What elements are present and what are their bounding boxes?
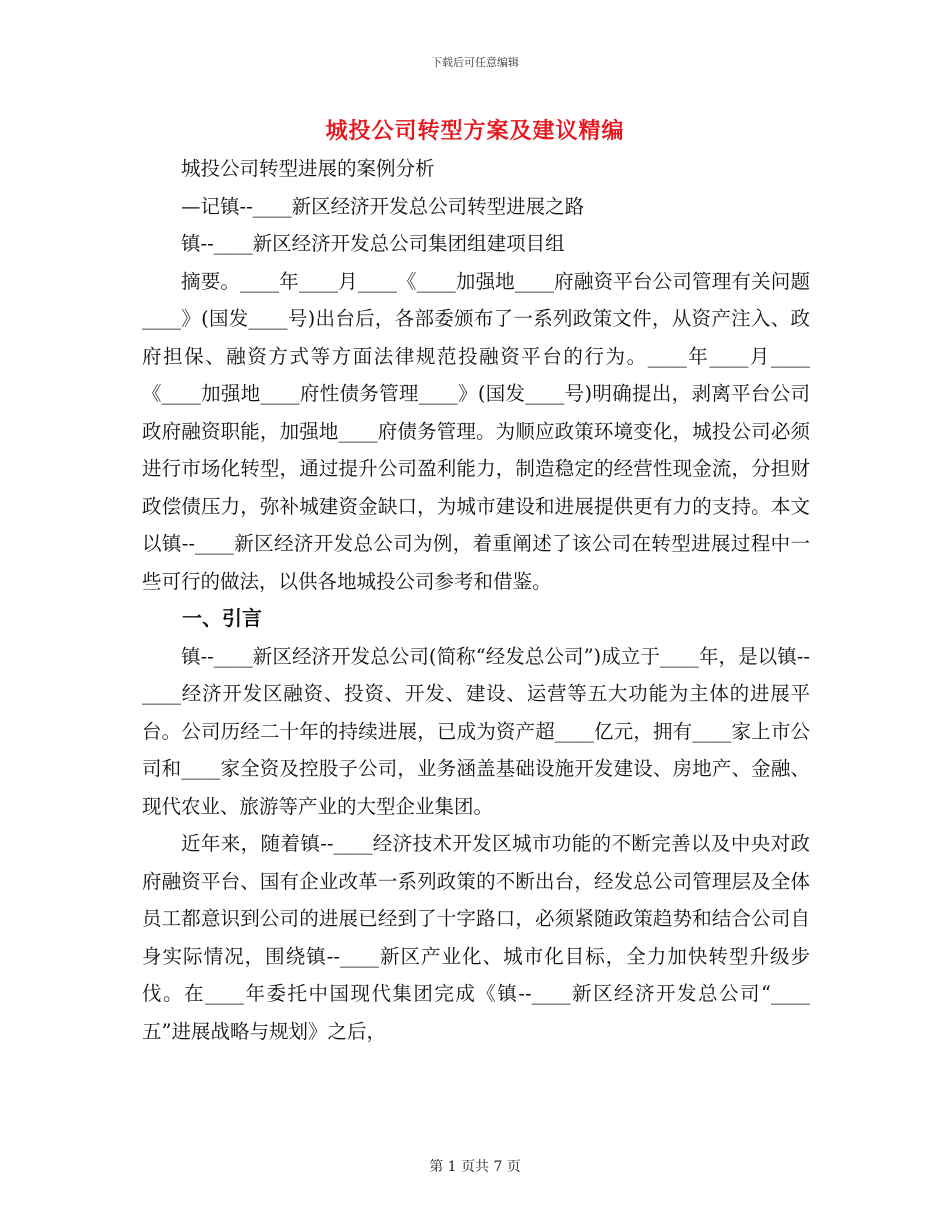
author-line: 镇--____新区经济开发总公司集团组建项目组 bbox=[181, 232, 565, 255]
document-body bbox=[142, 150, 810, 1050]
header-note: 下载后可任意编辑 bbox=[431, 56, 519, 69]
subtitle-sub-line: —记镇--____新区经济开发总公司转型进展之路 bbox=[181, 194, 585, 218]
intro-paragraph-1: 镇--____新区经济开发总公司(简称“经发总公司”)成立于____年，是以镇--____经济开发区融资、投资、开发、建设、运营等五大功能为主体的进展平台。公司历经二十年的持续进展，已成为资产超____亿元，拥有____家上市公司和____家全资及控股子公司，业务涵盖基础设施开发建设、房地产、金融、现代农业、旅游等产业的大型企业集团。 bbox=[142, 644, 810, 818]
abstract-paragraph: 摘要。____年____月____《____加强地____府融资平台公司管理有关问题____》(国发____号)出台后，各部委颁布了一系列政策文件，从资产注入、政府担保、融资方式等方面法律规范投融资平台的行为。____年____月____《____加强地____府性债务管理____》(国发____号)明确提出，剥离平台公司政府融资职能，加强地____府债务管理。为顺应政策环境变化，城投公司必须进行市场化转型，通过提升公司盈利能力，制造稳定的经营性现金流，分担财政偿债压力，弥补城建资金缺口，为城市建设和进展提供更有力的支持。本文以镇--____新区经济开发总公司为例，着重阐述了该公司在转型进展过程中一些可行的做法，以供各地城投公司参考和借鉴。 bbox=[142, 269, 810, 593]
section-heading-intro: 一、引言 bbox=[182, 606, 262, 630]
page-footer: 第 1 页共 7 页 bbox=[429, 1159, 521, 1175]
document-title: 城投公司转型方案及建议精编 bbox=[325, 118, 625, 144]
intro-paragraph-2: 近年来，随着镇--____经济技术开发区城市功能的不断完善以及中央对政府融资平台、国有企业改革一系列政策的不断出台，经发总公司管理层及全体员工都意识到公司的进展已经到了十字路口，必须紧随政策趋势和结合公司自身实际情况，围绕镇--____新区产业化、城市化目标，全力加快转型升级步伐。在____年委托中国现代集团完成《镇--____新区经济开发总公司“____五”进展战略与规划》之后， bbox=[142, 832, 810, 1043]
subtitle-line: 城投公司转型进展的案例分析 bbox=[181, 157, 435, 180]
